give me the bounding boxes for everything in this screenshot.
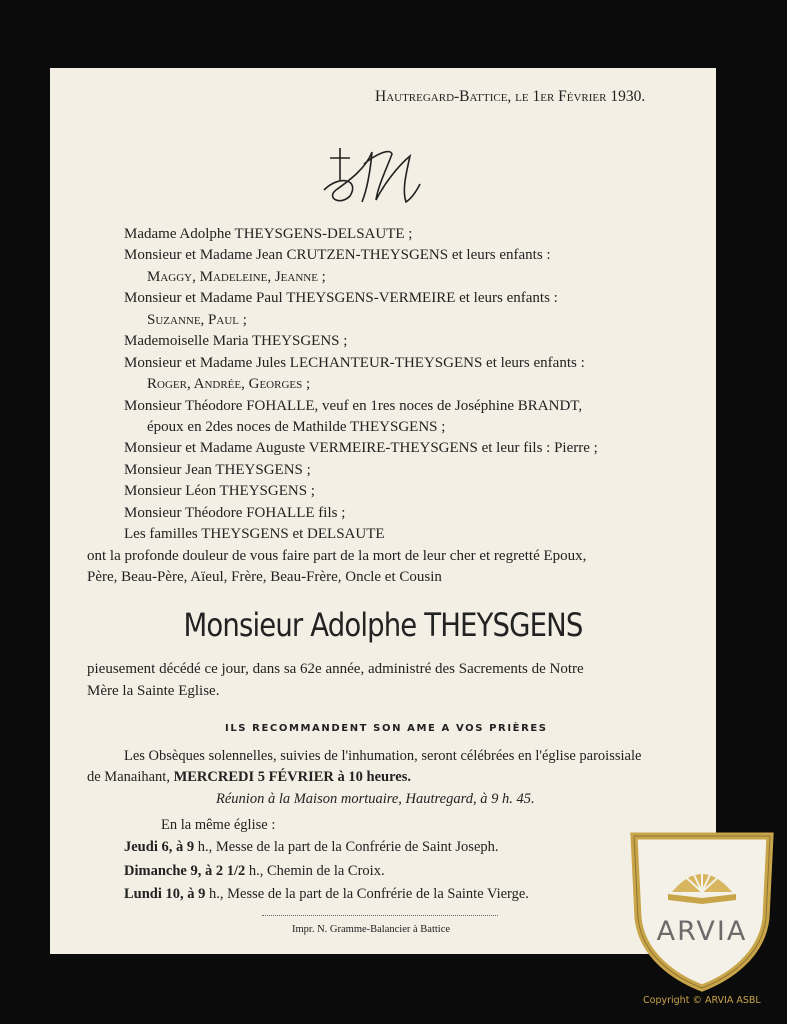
mass-line-1: [124, 839, 499, 856]
mass-line-3: [124, 886, 529, 903]
family-line-2: Monsieur et Madame Jean CRUTZEN-THEYSGENS et leurs enfants :: [124, 247, 551, 263]
family-line-12: Monsieur Jean THEYSGENS ;: [124, 462, 311, 478]
family-line-15: Les familles THEYSGENS et DELSAUTE: [124, 526, 385, 542]
copyright-notice: Copyright © ARVIA ASBL: [643, 995, 761, 1006]
printer-credit: Impr. N. Gramme-Balancier à Battice: [292, 924, 451, 935]
mass-line-2: [124, 863, 385, 880]
death-line-1: pieusement décédé ce jour, dans sa 62e année, administré des Sacrements de Notre: [87, 661, 584, 677]
mass-day: Lundi 10, à 9: [124, 886, 206, 902]
obituary-card: [50, 68, 716, 954]
family-line-7: Monsieur et Madame Jules LECHANTEUR-THEYSGENS et leurs enfants :: [124, 355, 585, 371]
family-line-9: Monsieur Théodore FOHALLE, veuf en 1res noces de Joséphine BRANDT,: [124, 398, 583, 414]
dateline: Hautregard-Battice, le 1er Février 1930.: [375, 88, 646, 105]
arvia-logo-text: ARVIA: [656, 916, 748, 947]
announcement-line-1: ont la profonde douleur de vous faire part de la mort de leur cher et regretté Epoux,: [87, 548, 587, 564]
announcement-line-2: Père, Beau-Père, Aïeul, Frère, Beau-Frère, Oncle et Cousin: [87, 569, 442, 585]
mass-day: Jeudi 6, à 9: [124, 839, 195, 855]
death-line-2: Mère la Sainte Eglise.: [87, 683, 220, 699]
funeral-date: MERCREDI 5 FÉVRIER à 10 heures.: [173, 769, 411, 785]
family-line-8: Roger, Andrée, Georges ;: [147, 376, 311, 392]
cross-monogram-icon: [320, 144, 424, 210]
mass-detail: h., Messe de la part de la Confrérie de la Sainte Vierge.: [205, 886, 529, 902]
family-line-3: Maggy, Madeleine, Jeanne ;: [147, 269, 326, 285]
family-line-6: Mademoiselle Maria THEYSGENS ;: [124, 333, 348, 349]
same-church-line: En la même église :: [161, 817, 276, 833]
family-line-1: Madame Adolphe THEYSGENS-DELSAUTE ;: [124, 226, 413, 242]
family-line-11: Monsieur et Madame Auguste VERMEIRE-THEYSGENS et leur fils : Pierre ;: [124, 440, 598, 456]
funeral-parish: de Manaihant,: [87, 769, 174, 785]
funeral-line-1: Les Obsèques solennelles, suivies de l'inhumation, seront célébrées en l'église paroissiale: [124, 748, 642, 764]
mass-detail: h., Chemin de la Croix.: [245, 863, 385, 879]
family-line-14: Monsieur Théodore FOHALLE fils ;: [124, 505, 346, 521]
mass-day: Dimanche 9, à 2 1/2: [124, 863, 246, 879]
family-line-4: Monsieur et Madame Paul THEYSGENS-VERMEIRE et leurs enfants :: [124, 290, 558, 306]
family-line-5: Suzanne, Paul ;: [147, 312, 247, 328]
divider: [262, 915, 498, 916]
reunion-line: Réunion à la Maison mortuaire, Hautregard, à 9 h. 45.: [216, 791, 535, 807]
deceased-name: Monsieur Adolphe THEYSGENS: [183, 606, 583, 644]
funeral-line-2: [87, 769, 411, 786]
prayers-heading: ILS RECOMMANDENT SON AME A VOS PRIÈRES: [225, 723, 548, 734]
arvia-shield-logo: [628, 828, 776, 993]
mass-detail: h., Messe de la part de la Confrérie de Saint Joseph.: [194, 839, 499, 855]
family-line-13: Monsieur Léon THEYSGENS ;: [124, 483, 315, 499]
family-line-10: époux en 2des noces de Mathilde THEYSGENS ;: [147, 419, 446, 435]
